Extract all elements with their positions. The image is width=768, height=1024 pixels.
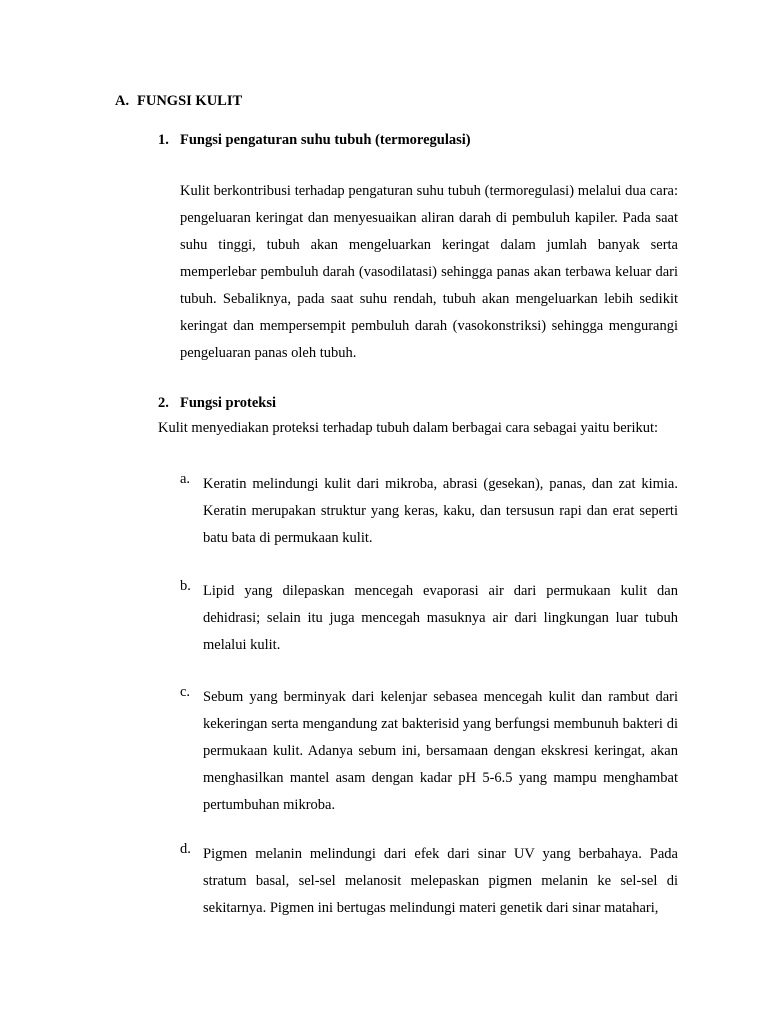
paragraph-termoregulasi: Kulit berkontribusi terhadap pengaturan suhu tubuh (termoregulasi) melalui dua cara: pengeluaran keringat dan menyesuaikan aliran darah di pembuluh kapiler. Pada saat suhu tinggi, tubuh akan mengeluarkan keringat dalam jumlah banyak serta memperlebar pembuluh darah (vasodilatasi) sehingga panas akan terbawa keluar dari tubuh. Sebaliknya, pada saat suhu rendah, tubuh akan mengeluarkan lebih sedikit keringat dan mempersempit pembuluh darah (vasokonstriksi) sehingga mengurangi pengeluaran panas oleh tubuh. — [180, 183, 678, 361]
list-item-text: Lipid yang dilepaskan mencegah evaporasi air dari permukaan kulit dan dehidrasi; selain itu juga mencegah masuknya air dari lingkungan luar tubuh melalui kulit. — [203, 583, 678, 653]
list-marker: a. — [180, 471, 191, 487]
list-marker: b. — [180, 578, 191, 594]
list-item-d — [180, 841, 678, 922]
section-number: A. — [115, 93, 130, 109]
subheading-1-title: Fungsi pengaturan suhu tubuh (termoregulasi) — [180, 132, 471, 148]
paragraph-proteksi-intro: Kulit menyediakan proteksi terhadap tubuh dalam berbagai cara sebagai yaitu berikut: — [158, 420, 659, 436]
list-item-a — [180, 471, 678, 552]
list-item-c — [180, 684, 678, 819]
list-marker: d. — [180, 841, 191, 857]
list-item-text: Pigmen melanin melindungi dari efek dari sinar UV yang berbahaya. Pada stratum basal, sel-sel melanosit melepaskan pigmen melanin ke sel-sel di sekitarnya. Pigmen ini bertugas melindungi materi genetik dari sinar matahari, — [203, 846, 678, 916]
subheading-2-number: 2. — [158, 395, 169, 411]
section-title: FUNGSI KULIT — [137, 93, 243, 109]
subheading-2 — [158, 395, 276, 412]
list-item-text: Keratin melindungi kulit dari mikroba, abrasi (gesekan), panas, dan zat kimia. Keratin merupakan struktur yang keras, kaku, dan tersusun rapi dan erat seperti batu bata di permukaan kulit. — [203, 476, 678, 546]
list-item-b — [180, 578, 678, 659]
list-marker: c. — [180, 684, 191, 700]
subheading-2-title: Fungsi proteksi — [180, 395, 277, 411]
section-heading — [115, 93, 242, 110]
list-item-text: Sebum yang berminyak dari kelenjar sebasea mencegah kulit dan rambut dari kekeringan serta mengandung zat bakterisid yang berfungsi membunuh bakteri di permukaan kulit. Adanya sebum ini, bersamaan dengan ekskresi keringat, akan menghasilkan mantel asam dengan kadar pH 5-6.5 yang mampu menghambat pertumbuhan mikroba. — [203, 689, 678, 813]
subheading-1 — [158, 132, 471, 149]
subheading-1-number: 1. — [158, 132, 169, 148]
